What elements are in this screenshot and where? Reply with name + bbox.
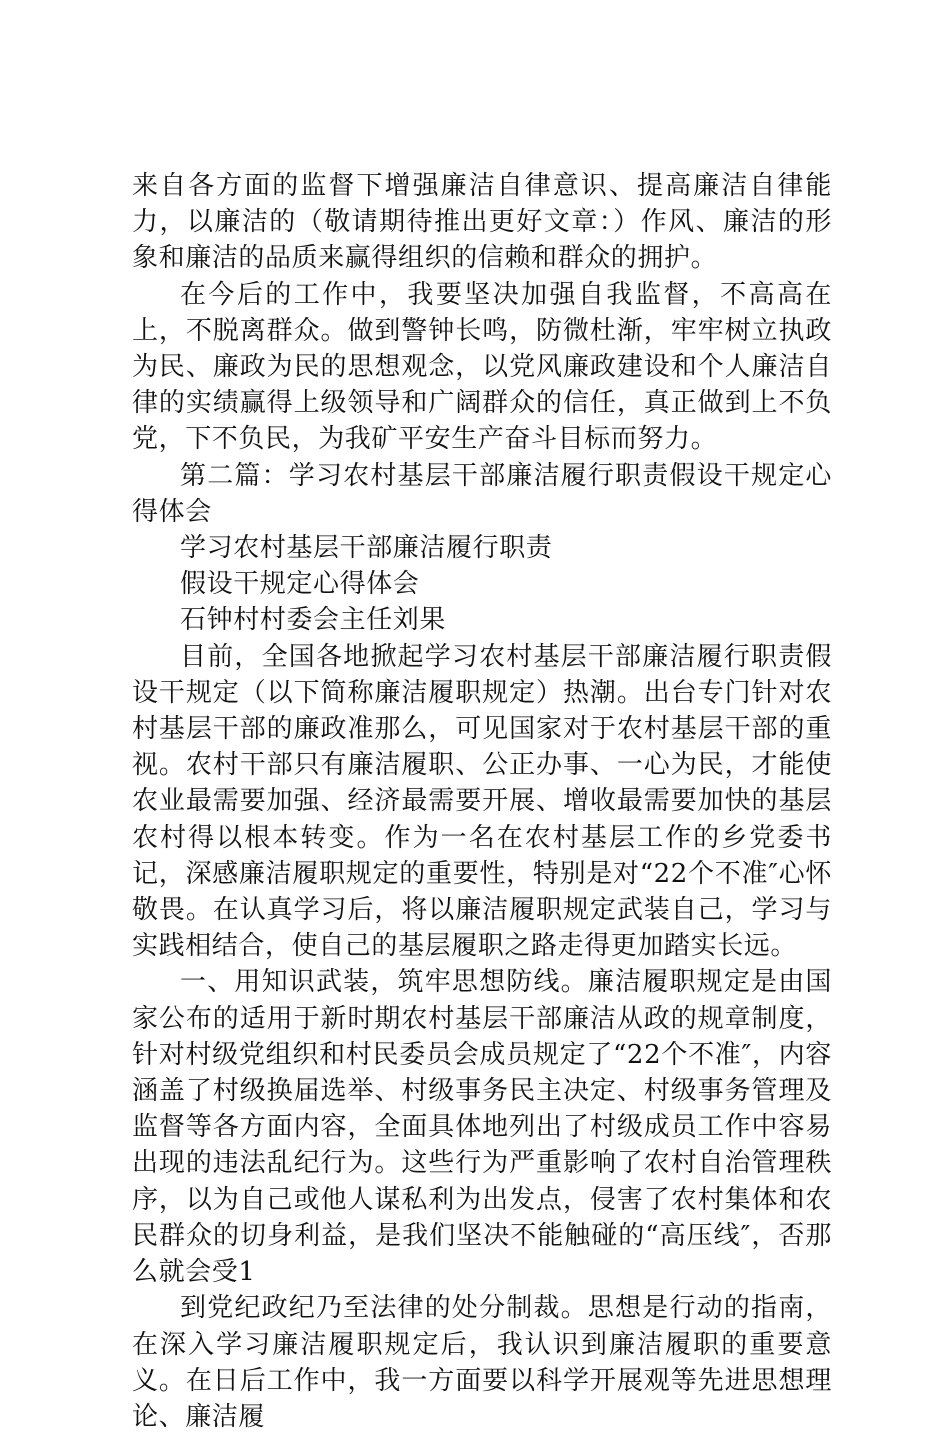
paragraph-point-one-continued: 到党纪政纪乃至法律的处分制裁。思想是行动的指南，在深入学习廉洁履职规定后，我认识到廉洁履职的重要意义。在日后工作中，我一方面要以科学开展观等先进思想理论、廉洁履	[132, 1293, 832, 1432]
paragraph-point-one: 一、用知识武装，筑牢思想防线。廉洁履职规定是由国家公布的适用于新时期农村基层干部廉洁从政的规章制度，针对村级党组织和村民委员会成员规定了“22个不准″，内容涵盖了村级换届选举、村级事务民主决定、村级事务管理及监督等各方面内容，全面具体地列出了村级成员工作中容易出现的违法乱纪行为。这些行为严重影响了农村自治管理秩序，以为自己或他人谋私利为出发点，侵害了农村集体和农民群众的切身利益，是我们坚决不能触碰的“高压线″，否那么就会受1	[132, 967, 832, 1288]
document-body	[132, 168, 832, 1435]
article-title-line-1: 学习农村基层干部廉洁履行职责	[180, 533, 553, 564]
paragraph-introduction: 目前，全国各地掀起学习农村基层干部廉洁履行职责假设干规定（以下简称廉洁履职规定）热潮。出台专门针对农村基层干部的廉政准那么，可见国家对于农村基层干部的重视。农村干部只有廉洁履职、公正办事、一心为民，才能使农业最需要加强、经济最需要开展、增收最需要加快的基层农村得以根本转变。作为一名在农村基层工作的乡党委书记，深感廉洁履职规定的重要性，特别是对“22个不准″心怀敬畏。在认真学习后，将以廉洁履职规定武装自己，学习与实践相结合，使自己的基层履职之路走得更加踏实长远。	[132, 641, 832, 962]
paragraph-future-work: 在今后的工作中，我要坚决加强自我监督，不高高在上，不脱离群众。做到警钟长鸣，防微杜渐，牢牢树立执政为民、廉政为民的思想观念，以党风廉政建设和个人廉洁自律的实绩赢得上级领导和广阔群众的信任，真正做到上不负党，下不负民，为我矿平安生产奋斗目标而努力。	[132, 279, 832, 455]
paragraph-continuation: 来自各方面的监督下增强廉洁自律意识、提高廉洁自律能力，以廉洁的（敬请期待推出更好文章：）作风、廉洁的形象和廉洁的品质来赢得组织的信赖和群众的拥护。	[132, 171, 832, 274]
article-author: 石钟村村委会主任刘果	[180, 605, 447, 636]
section-heading-part-two: 第二篇：学习农村基层干部廉洁履行职责假设干规定心得体会	[132, 460, 832, 527]
article-title-line-2: 假设干规定心得体会	[180, 569, 420, 600]
